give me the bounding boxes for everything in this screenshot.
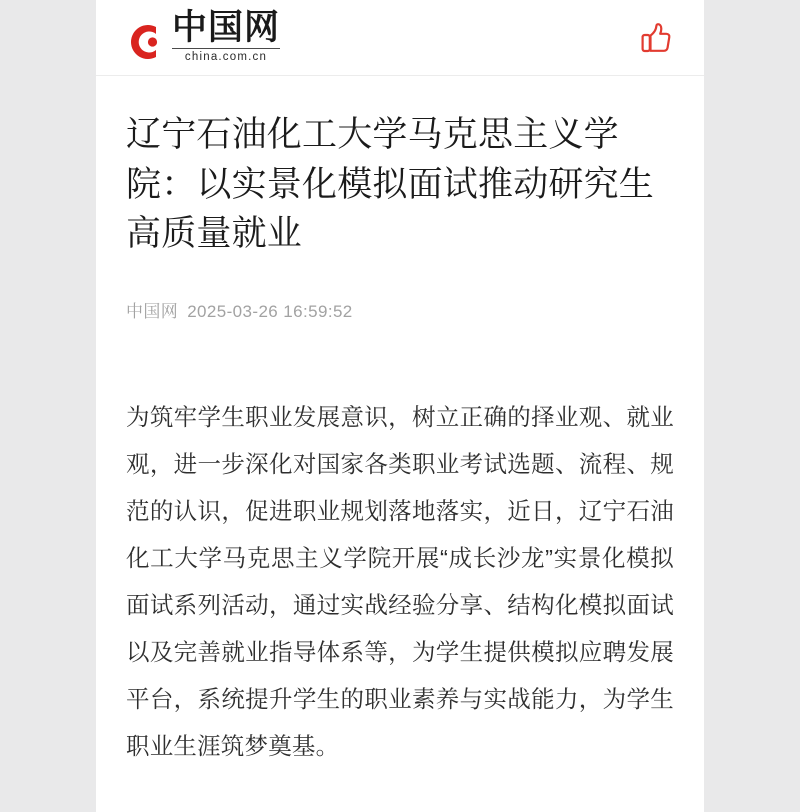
article-source: 中国网 [126, 302, 179, 322]
thumbs-up-icon[interactable] [636, 16, 676, 60]
brand-name: 中国网 [172, 7, 281, 47]
brand-text [172, 7, 281, 66]
article-card [96, 0, 704, 812]
page-title: 辽宁石油化工大学马克思主义学院：以实景化模拟面试推动研究生高质量就业 [126, 115, 655, 254]
article-body [96, 76, 704, 812]
site-header [96, 0, 704, 76]
brand-url: china.com.cn [172, 48, 280, 63]
site-brand[interactable] [122, 7, 281, 66]
china-net-logo-icon [122, 19, 166, 65]
article-timestamp: 2025-03-26 16:59:52 [187, 302, 353, 322]
article-content [126, 394, 674, 770]
article-meta [126, 297, 674, 322]
article-paragraph: 为筑牢学生职业发展意识，树立正确的择业观、就业观，进一步深化对国家各类职业考试选题、流程、规范的认识，促进职业规划落地落实，近日，辽宁石油化工大学马克思主义学院开展“成长沙龙”实景化模拟面试系列活动，通过实战经验分享、结构化模拟面试以及完善就业指导体系等，为学生提供模拟应聘发展平台，系统提升学生的职业素养与实战能力，为学生职业生涯筑梦奠基。 [126, 404, 674, 760]
